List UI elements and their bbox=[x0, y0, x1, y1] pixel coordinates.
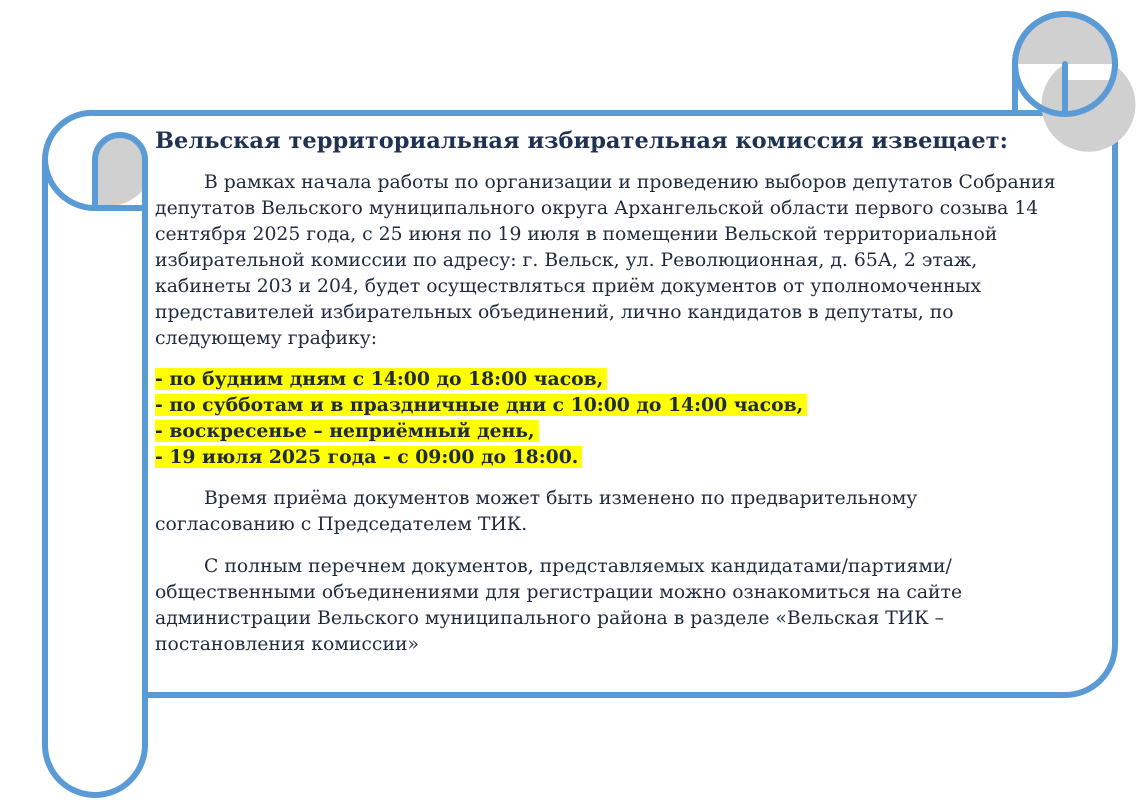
time-change-text: Время приёма документов может быть изменено по предварительному согласованию с Председателем ТИК. bbox=[155, 488, 918, 535]
schedule-item bbox=[155, 366, 1060, 392]
schedule-item-text: - воскресенье – неприёмный день, bbox=[155, 420, 539, 442]
time-change-paragraph bbox=[155, 486, 1060, 538]
schedule-item bbox=[155, 392, 1060, 418]
schedule-item bbox=[155, 418, 1060, 444]
top-right-curl-shade-3 bbox=[1018, 17, 1065, 64]
intro-paragraph bbox=[155, 170, 1060, 352]
notice-title: Вельская территориальная избирательная комиссия извещает: bbox=[155, 128, 1008, 154]
documents-paragraph bbox=[155, 554, 1060, 658]
notice-text-block bbox=[155, 126, 1060, 658]
schedule-list bbox=[155, 366, 1060, 470]
schedule-item-text: - по субботам и в праздничные дни с 10:00 до 14:00 часов, bbox=[155, 394, 807, 416]
documents-text: С полным перечнем документов, представляемых кандидатами/партиями/общественными объединениями для регистрации можно ознакомиться на сайте администрации Вельского муниципального района в разделе «Вельская ТИК – постановления комиссии» bbox=[155, 556, 963, 655]
schedule-item-text: - по будним дням с 14:00 до 18:00 часов, bbox=[155, 368, 607, 390]
schedule-item bbox=[155, 444, 1060, 470]
schedule-item-text: - 19 июля 2025 года - с 09:00 до 18:00. bbox=[155, 446, 582, 468]
top-right-curl-shade-2 bbox=[1065, 17, 1112, 64]
intro-text: В рамках начала работы по организации и проведению выборов депутатов Собрания депутатов Вельского муниципального округа Архангельской области первого созыва 14 сентября 2025 года, с 25 июня по 19 июля в помещении Вельской территориальной избирательной комиссии по адресу: г. Вельск, ул. Революционная, д. 65А, 2 этаж, кабинеты 203 и 204, будет осуществляться приём документов от уполномоченных представителей избирательных объединений, лично кандидатов в депутаты, по следующему графику: bbox=[155, 172, 1056, 349]
